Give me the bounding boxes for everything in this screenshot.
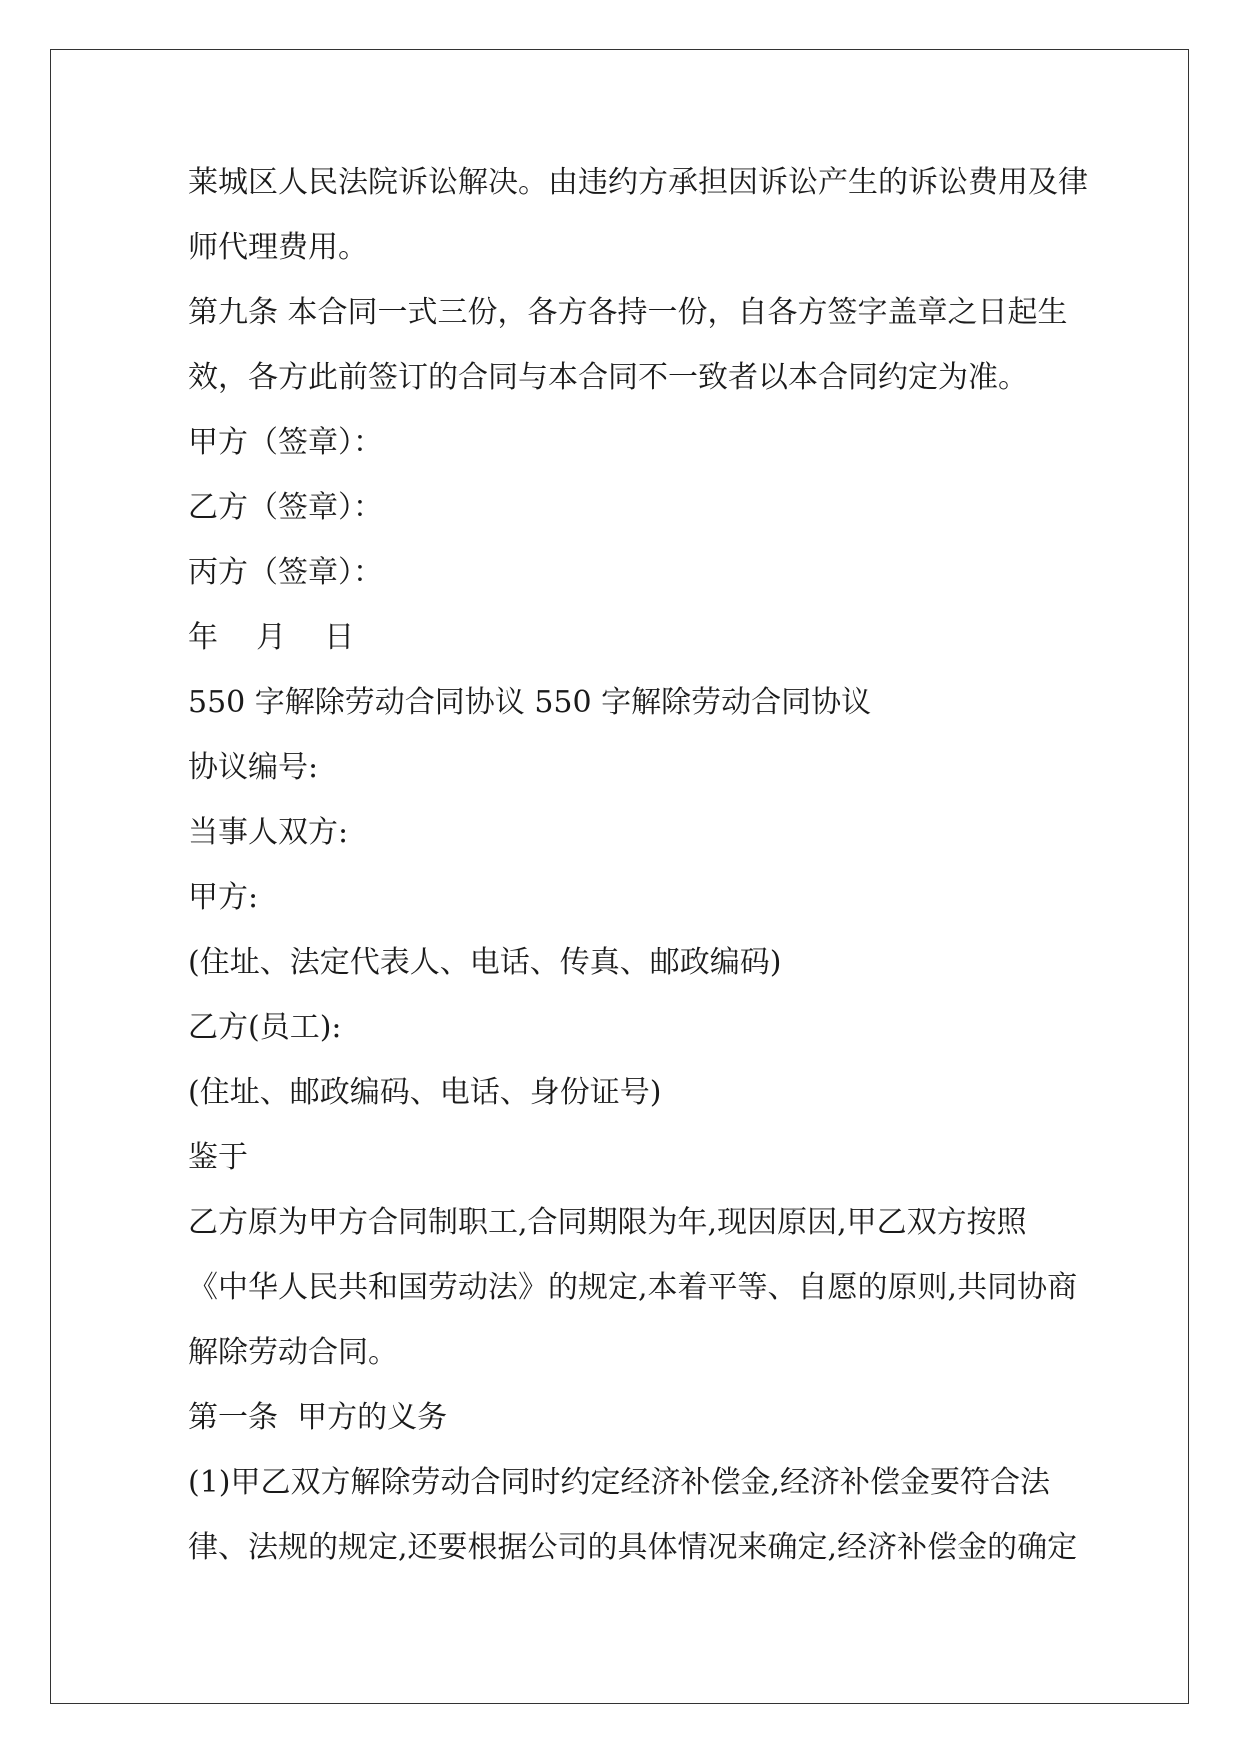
text-line: 当事人双方: bbox=[188, 815, 349, 850]
text-line: 协议编号: bbox=[188, 750, 319, 785]
text-line: 效，各方此前签订的合同与本合同不一致者以本合同约定为准。 bbox=[188, 360, 1028, 395]
text-line: 《中华人民共和国劳动法》的规定,本着平等、自愿的原则,共同协商 bbox=[188, 1270, 1078, 1305]
text-line: 律、法规的规定,还要根据公司的具体情况来确定,经济补偿金的确定 bbox=[188, 1530, 1078, 1565]
text-line: 乙方原为甲方合同制职工,合同期限为年,现因原因,甲乙双方按照 bbox=[188, 1205, 1027, 1240]
text-line: 乙方(员工): bbox=[188, 1010, 342, 1045]
text-line: (住址、邮政编码、电话、身份证号) bbox=[188, 1075, 662, 1110]
text-line: 甲方: bbox=[188, 880, 259, 915]
text-line: 解除劳动合同。 bbox=[188, 1335, 398, 1370]
section-title: 550 字解除劳动合同协议 550 字解除劳动合同协议 bbox=[188, 685, 872, 720]
signature-line-party-b: 乙方（签章）： bbox=[188, 490, 383, 525]
article-heading: 第一条 甲方的义务 bbox=[188, 1400, 448, 1435]
text-line: 莱城区人民法院诉讼解决。由违约方承担因诉讼产生的诉讼费用及律 bbox=[188, 165, 1088, 200]
text-line: 第九条 本合同一式三份，各方各持一份，自各方签字盖章之日起生 bbox=[188, 295, 1068, 330]
signature-line-party-c: 丙方（签章）： bbox=[188, 555, 383, 590]
text-line: 鉴于 bbox=[188, 1140, 248, 1175]
document-body bbox=[188, 157, 1088, 1587]
date-line: 年 月 日 bbox=[188, 620, 355, 655]
text-line: (住址、法定代表人、电话、传真、邮政编码) bbox=[188, 945, 782, 980]
text-line: 师代理费用。 bbox=[188, 230, 368, 265]
text-line: (1)甲乙双方解除劳动合同时约定经济补偿金,经济补偿金要符合法 bbox=[188, 1465, 1051, 1500]
signature-line-party-a: 甲方（签章）： bbox=[188, 425, 383, 460]
